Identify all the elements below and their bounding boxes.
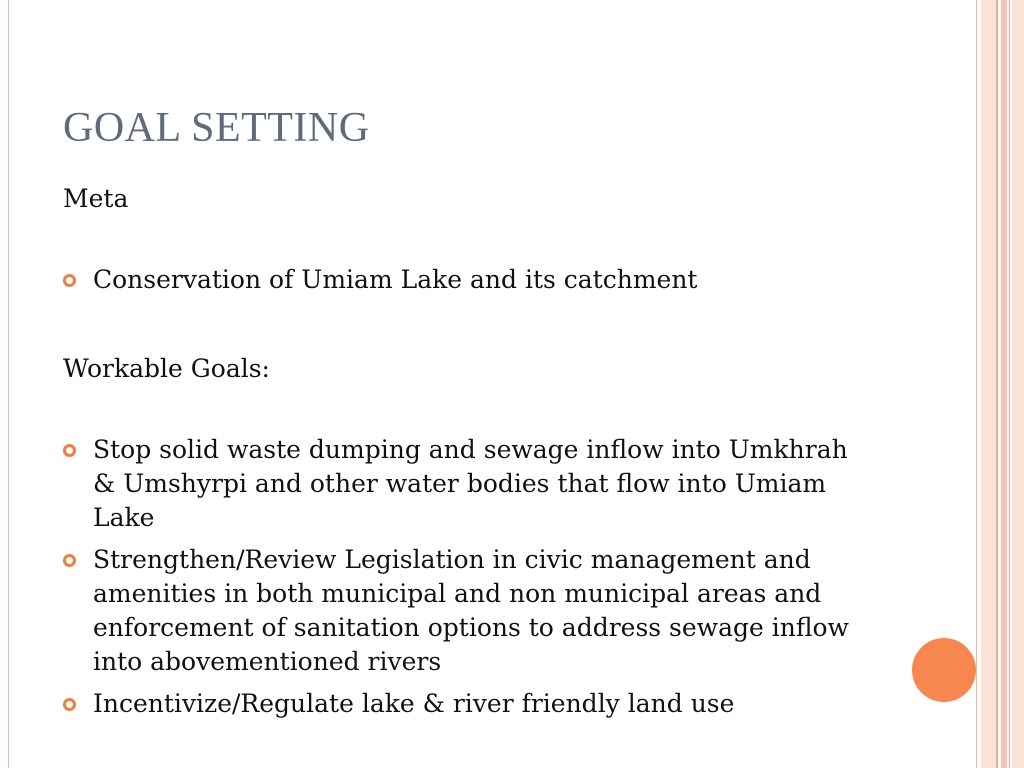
list-item-text: Conservation of Umiam Lake and its catchment [93, 265, 698, 294]
slide-title: GOAL SETTING [63, 105, 370, 151]
stripe [996, 0, 998, 768]
bullet-circle-icon [63, 554, 76, 567]
meta-list [63, 263, 873, 297]
goals-list [63, 433, 873, 721]
bullet-circle-icon [63, 274, 76, 287]
meta-label: Meta [63, 184, 129, 213]
list-item [63, 433, 873, 535]
list-item [63, 687, 873, 721]
bullet-circle-icon [63, 698, 76, 711]
left-border-line [8, 0, 9, 768]
stripe [981, 0, 996, 768]
list-item [63, 263, 873, 297]
slide-body [63, 182, 873, 729]
list-item-text: Stop solid waste dumping and sewage inflow into Umkhrah & Umshyrpi and other water bodies that flow into Umiam Lake [93, 435, 848, 532]
workable-goals-label: Workable Goals: [63, 354, 270, 383]
decorative-orange-circle [912, 638, 976, 702]
list-item [63, 543, 873, 679]
stripe [1012, 0, 1024, 768]
stripe [1001, 0, 1007, 768]
bullet-circle-icon [63, 444, 76, 457]
list-item-text: Incentivize/Regulate lake & river friendly land use [93, 689, 735, 718]
list-item-text: Strengthen/Review Legislation in civic management and amenities in both municipal and non municipal areas and enforcement of sanitation options to address sewage inflow into abovementioned rivers [93, 545, 849, 676]
right-decorative-stripes [976, 0, 1024, 768]
stripe [976, 0, 977, 768]
stripe [1009, 0, 1010, 768]
